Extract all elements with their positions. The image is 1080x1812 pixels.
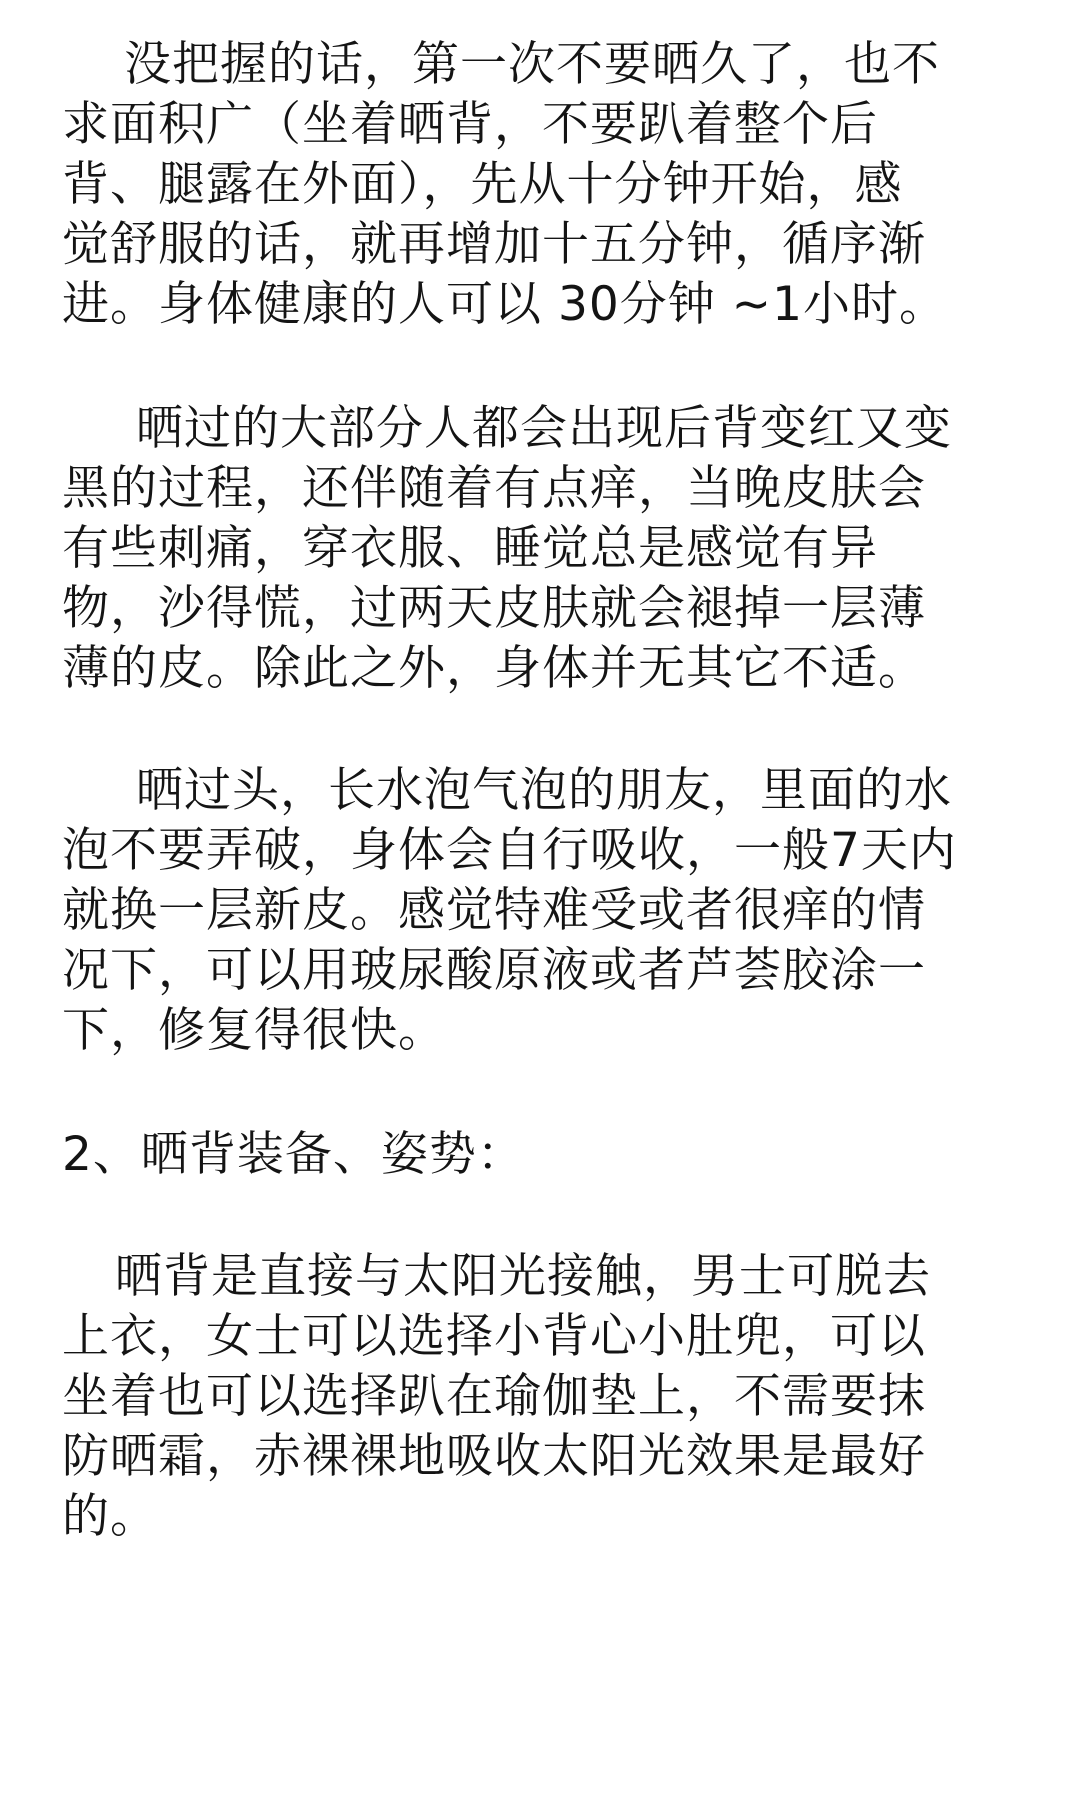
paragraph-line: 防晒霜，赤裸裸地吸收太阳光效果是最好	[62, 1429, 926, 1484]
paragraph-line: 晒过头，长水泡气泡的朋友，里面的水	[136, 763, 952, 818]
paragraph-line: 的。	[62, 1489, 158, 1544]
paragraph-line: 就换一层新皮。感觉特难受或者很痒的情	[62, 883, 926, 938]
paragraph-line: 黑的过程，还伴随着有点痒，当晚皮肤会	[62, 461, 926, 516]
paragraph-line: 下，修复得很快。	[62, 1003, 446, 1058]
paragraph-line: 觉舒服的话，就再增加十五分钟，循序渐	[62, 217, 926, 272]
paragraph-line: 求面积广（坐着晒背，不要趴着整个后	[62, 97, 878, 152]
paragraph-line: 进。身体健康的人可以 30分钟 ~1小时。	[62, 277, 947, 332]
section-heading-text: 2、晒背装备、姿势：	[62, 1127, 525, 1182]
paragraph-line: 况下，可以用玻尿酸原液或者芦荟胶涂一	[62, 943, 926, 998]
paragraph-line: 有些刺痛，穿衣服、睡觉总是感觉有异	[62, 521, 878, 576]
paragraph-line: 背、腿露在外面），先从十分钟开始，感	[62, 157, 903, 212]
paragraph-line: 晒背是直接与太阳光接触，男士可脱去	[115, 1249, 931, 1304]
paragraph-line: 上衣，女士可以选择小背心小肚兜，可以	[62, 1309, 926, 1364]
paragraph-line: 薄的皮。除此之外，身体并无其它不适。	[62, 641, 926, 696]
paragraph-line: 晒过的大部分人都会出现后背变红又变	[136, 401, 952, 456]
paragraph-line: 泡不要弄破，身体会自行吸收，一般7天内	[62, 823, 957, 878]
paragraph-line: 坐着也可以选择趴在瑜伽垫上，不需要抹	[62, 1369, 926, 1424]
paragraph-line: 物，沙得慌，过两天皮肤就会褪掉一层薄	[62, 581, 926, 636]
paragraph-line: 没把握的话，第一次不要晒久了，也不	[124, 37, 940, 92]
